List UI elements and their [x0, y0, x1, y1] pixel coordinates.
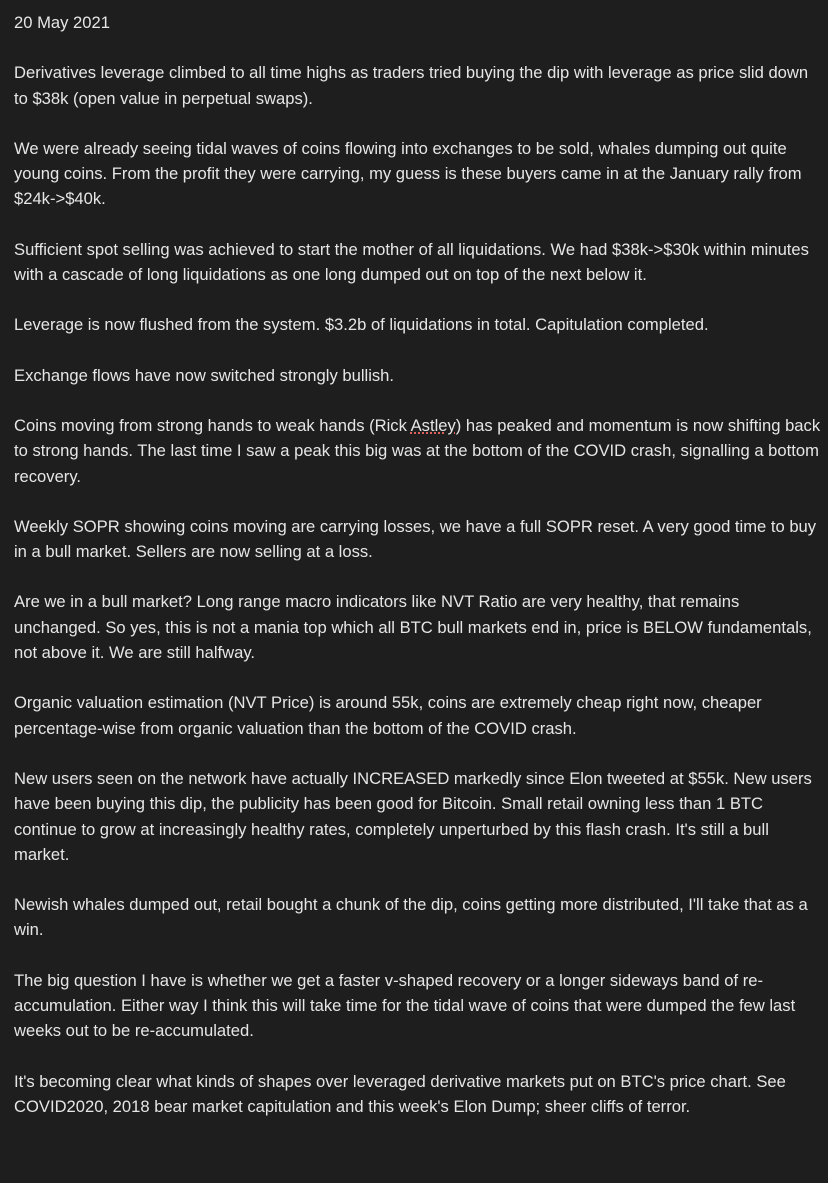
- paragraph-newish-whales: Newish whales dumped out, retail bought a chunk of the dip, coins getting more distributed, I'll take that as a win.: [14, 895, 808, 940]
- paragraph-tidal-waves: We were already seeing tidal waves of coins flowing into exchanges to be sold, whales dumping out quite young coins. From the profit they were carrying, my guess is these buyers came in at the January rally from $24k->$40k.: [14, 138, 802, 209]
- note-body: [14, 10, 824, 1119]
- paragraph-new-users: New users seen on the network have actually INCREASED markedly since Elon tweeted at $55k. New users have been buying this dip, the publicity has been good for Bitcoin. Small retail owning less than 1 BTC continue to grow at increasingly healthy rates, completely unperturbed by this flash crash. It's still a bull market.: [14, 768, 812, 864]
- paragraph-shapes: It's becoming clear what kinds of shapes over leveraged derivative markets put on BTC's price chart. See COVID2020, 2018 bear market capitulation and this week's Elon Dump; sheer cliffs of terror.: [14, 1071, 786, 1116]
- paragraph-big-question: The big question I have is whether we get a faster v-shaped recovery or a longer sideways band of re-accumulation. Either way I think this will take time for the tidal wave of coins that were dumped the few last weeks out to be re-accumulated.: [14, 970, 796, 1041]
- paragraph-strong-weak-hands: [14, 413, 824, 489]
- paragraph-organic-valuation: Organic valuation estimation (NVT Price) is around 55k, coins are extremely cheap right now, cheaper percentage-wise from organic valuation than the bottom of the COVID crash.: [14, 693, 762, 738]
- rick-text-after: ) has peaked and momentum is now shifting back to strong hands. The last time I saw a peak this big was at the bottom of the COVID crash, signalling a bottom recovery.: [14, 415, 821, 486]
- paragraph-bull-market: Are we in a bull market? Long range macro indicators like NVT Ratio are very healthy, that remains unchanged. So yes, this is not a mania top which all BTC bull markets end in, price is BELOW fundamentals, not above it. We are still halfway.: [14, 592, 812, 663]
- paragraph-leverage-flushed: Leverage is now flushed from the system. $3.2b of liquidations in total. Capitulation completed.: [14, 315, 709, 335]
- rick-text-before: Coins moving from strong hands to weak hands (Rick: [14, 415, 411, 435]
- paragraph-derivatives: Derivatives leverage climbed to all time highs as traders tried buying the dip with leverage as price slid down to $38k (open value in perpetual swaps).: [14, 63, 809, 108]
- paragraph-exchange-flows: Exchange flows have now switched strongly bullish.: [14, 365, 395, 385]
- spellcheck-flagged-word[interactable]: Astley: [410, 415, 456, 435]
- note-date: 20 May 2021: [14, 13, 110, 32]
- paragraph-liquidations: Sufficient spot selling was achieved to start the mother of all liquidations. We had $38k->$30k within minutes with a cascade of long liquidations as one long dumped out on top of the next below it.: [14, 239, 809, 285]
- paragraph-weekly-sopr: Weekly SOPR showing coins moving are carrying losses, we have a full SOPR reset. A very good time to buy in a bull market. Sellers are now selling at a loss.: [14, 516, 817, 562]
